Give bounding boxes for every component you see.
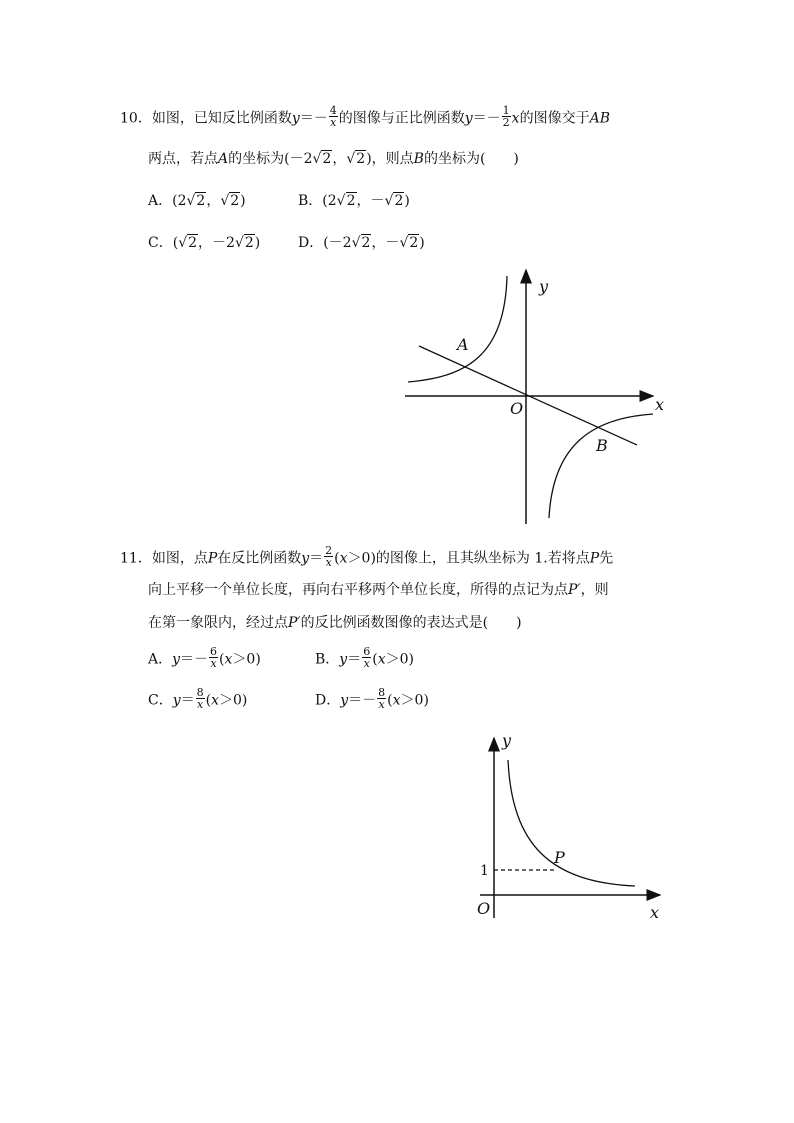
q10-option-A[interactable]: A．(2√2，√2) [148, 193, 246, 209]
q10-fraction-1-over-2: $\frac{1}{2}$ [502, 104, 510, 129]
q11-line3: 在第一象限内，经过点P′的反比例函数图像的表达式是( ) [148, 615, 522, 631]
sqrt-symbol: √2 [336, 193, 356, 209]
q10-line2-text3: ， [332, 151, 347, 167]
q11-number: 11． [120, 550, 152, 567]
q10-line2-text1: 两点，若点 [148, 151, 218, 167]
q10-option-B[interactable]: B．(2√2，－√2) [298, 193, 410, 209]
q11-line2: 向上平移一个单位长度，再向右平移两个单位长度，所得的点记为点P′，则 [148, 582, 609, 598]
q10-line2-text4: )，则点 [366, 151, 414, 167]
q11-label-one: 1 [480, 863, 489, 879]
q10-text-part1: 如图，已知反比例函数 [151, 110, 292, 127]
sqrt-symbol: √2 [346, 151, 366, 167]
q10-fraction-4-over-x: $\frac{4}{x}$ [329, 104, 337, 129]
q10-y-var-2: y [464, 110, 473, 127]
q10-label-origin: O [510, 399, 524, 418]
q10-eq-neg-2: ＝－ [472, 110, 501, 127]
q10-option-C[interactable]: C．(√2，－2√2) [148, 235, 261, 251]
q11-option-D[interactable]: D．y＝－ $\frac{8}{x}$ (x＞0) [315, 686, 429, 711]
q11-label-origin: O [477, 899, 491, 918]
q10-text-part3: 的图像交于 [519, 110, 590, 127]
q10-label-x: x [655, 395, 665, 414]
sqrt-symbol: √2 [178, 235, 198, 251]
sqrt-symbol: √2 [384, 193, 404, 209]
q10-line2-text2: 的坐标为(－2 [228, 151, 313, 167]
q10-label-y: y [539, 277, 549, 296]
q11-option-C[interactable]: C．y＝ $\frac{8}{x}$ (x＞0) [148, 686, 248, 711]
q11-figure [470, 730, 670, 925]
q10-point-B: B [599, 110, 610, 127]
sqrt-symbol: √2 [220, 193, 240, 209]
q11-y-var: y [301, 550, 310, 567]
q10-text-part2: 的图像与正比例函数 [338, 110, 465, 127]
q11-label-x: x [650, 903, 660, 922]
q10-eq-neg: ＝－ [299, 110, 328, 127]
q11-label-y: y [502, 731, 512, 750]
q10-line1 [120, 104, 610, 130]
q10-line2-text5: 的坐标为( ) [423, 151, 519, 167]
q11-option-B[interactable]: B．y＝ $\frac{6}{x}$ (x＞0) [315, 645, 414, 670]
q11-cond-rest: ＞0)的图像上，且其纵坐标为 1.若将点 [347, 550, 590, 567]
q11-option-A[interactable]: A．y＝－ $\frac{6}{x}$ (x＞0) [148, 645, 261, 670]
q10-figure [395, 262, 675, 530]
q10-hyperbola-branch-lower-right [549, 414, 653, 518]
q10-y-var: y [291, 110, 300, 127]
q11-line1: 11．如图，点P在反比例函数y＝ $\frac{2}{x}$ (x＞0)的图像上，且其纵坐标为 1.若将点P先 [120, 544, 614, 569]
sqrt-symbol: √2 [186, 193, 206, 209]
q11-fraction-2-over-x: $\frac{2}{x}$ [325, 544, 333, 569]
sqrt-symbol: √2 [312, 151, 332, 167]
q10-hyperbola-branch-upper-left [408, 276, 507, 382]
q11-text1: 如图，点 [151, 550, 208, 567]
q10-point-A: A [589, 110, 600, 127]
q10-number: 10． [120, 110, 152, 127]
q10-x-var: x [511, 110, 520, 127]
q10-line2 [148, 149, 519, 169]
q10-line2-B: B [413, 151, 424, 167]
sqrt-symbol: √2 [234, 235, 254, 251]
q11-eq: ＝ [309, 550, 324, 567]
q11-P: P [207, 550, 218, 567]
q10-option-D[interactable]: D．(－2√2，－√2) [298, 235, 425, 251]
q11-label-point-P: P [554, 848, 565, 867]
q10-label-point-B: B [596, 436, 608, 455]
q10-line2-A: A [218, 151, 229, 167]
sqrt-symbol: √2 [399, 235, 419, 251]
q11-text2: 在反比例函数 [217, 550, 302, 567]
q10-label-point-A: A [457, 335, 469, 354]
sqrt-symbol: √2 [351, 235, 371, 251]
q11-hyperbola-curve [508, 760, 635, 886]
